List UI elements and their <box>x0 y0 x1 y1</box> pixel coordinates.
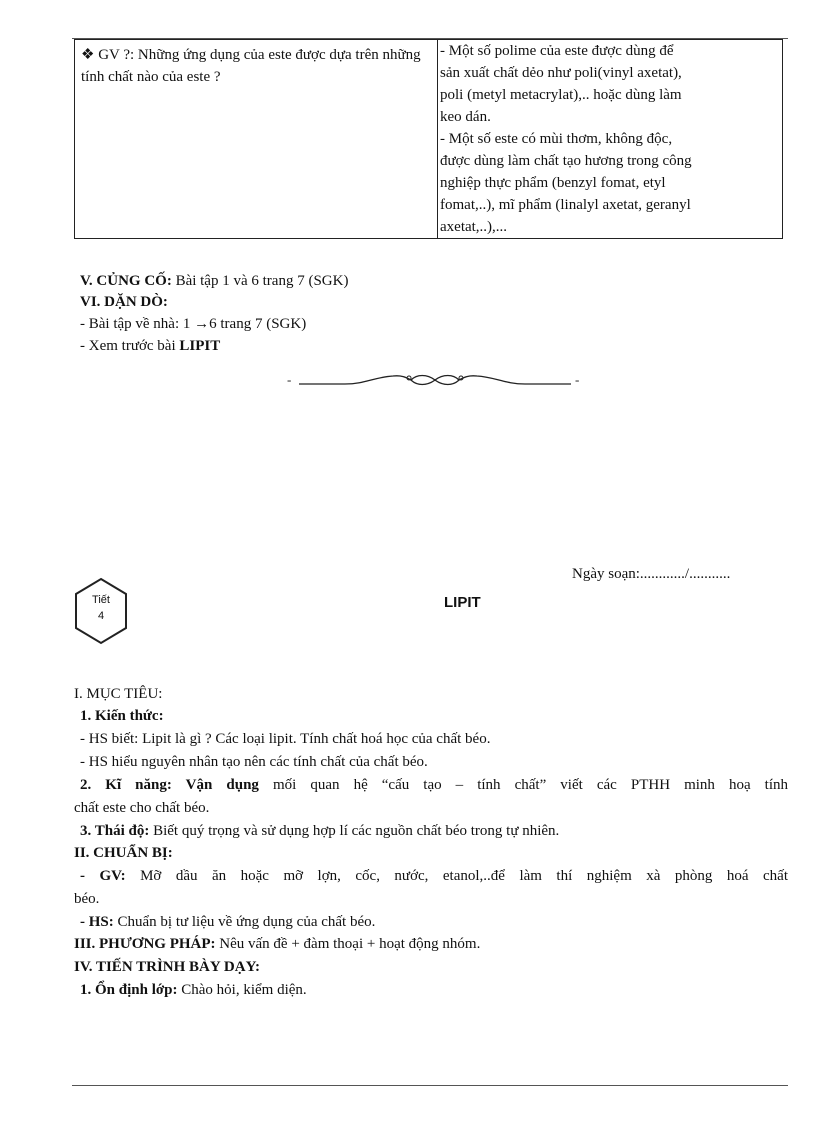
content-table <box>74 39 783 239</box>
tiet-badge <box>74 577 128 645</box>
answer-line: nghiệp thực phẩm (benzyl fomat, etyl <box>440 175 666 191</box>
tiet-label: Tiết <box>92 594 110 606</box>
cungco-line <box>80 271 348 291</box>
answer-cell <box>438 40 783 239</box>
muctieu-heading: I. MỤC TIÊU: <box>74 686 163 702</box>
flourish-divider-icon <box>285 368 585 392</box>
tientrinh-heading: IV. TIẾN TRÌNH BÀY DẠY: <box>74 959 261 975</box>
chuanbi-heading: II. CHUẨN BỊ: <box>74 845 173 861</box>
bottom-rule <box>72 1085 788 1086</box>
svg-text:-: - <box>575 372 580 387</box>
answer-line: sản xuất chất dẻo như poli(vinyl axetat), <box>440 65 682 81</box>
answer-line: được dùng làm chất tạo hương trong công <box>440 153 692 169</box>
dando-line-1: - Bài tập về nhà: 1 →6 trang 7 (SGK) <box>80 316 307 332</box>
thaido-line: 3. Thái độ: Biết quý trọng và sử dụng hợp lí các nguồn chất béo trong tự nhiên. <box>80 823 560 839</box>
lesson-date: Ngày soạn:............/........... <box>572 566 731 582</box>
chuanbi-hs-line: - HS: Chuẩn bị tư liệu về ứng dụng của chất béo. <box>80 914 376 930</box>
answer-line: poli (metyl metacrylat),.. hoặc dùng làm <box>440 87 682 103</box>
diamond-bullet-icon: ❖ <box>81 47 95 63</box>
cungco-text: Bài tập 1 và 6 trang 7 (SGK) <box>171 273 349 289</box>
answer-line: - Một số polime của este được dùng để <box>440 43 674 59</box>
question-cell <box>75 40 438 239</box>
dando-heading: VI. DẶN DÒ: <box>80 294 168 310</box>
answer-line: - Một số este có mùi thơm, không độc, <box>440 131 673 147</box>
kinang-line: 2. Kĩ năng: Vận dụng mối quan hệ “cấu tạo – tính chất” viết các PTHH minh hoạ tính <box>80 777 789 793</box>
kienthuc-line-2: - HS hiểu nguyên nhân tạo nên các tính chất của chất béo. <box>80 754 428 770</box>
answer-line: keo dán. <box>440 109 491 125</box>
kinang-line-cont: chất este cho chất béo. <box>74 800 210 816</box>
svg-text:-: - <box>287 372 292 387</box>
table-row <box>75 40 783 239</box>
answer-line: axetat,..),... <box>440 219 508 235</box>
kienthuc-line-1: - HS biết: Lipit là gì ? Các loại lipit. Tính chất hoá học của chất béo. <box>80 731 491 747</box>
dando-line-2: - Xem trước bài LIPIT <box>80 338 221 354</box>
chuanbi-gv-cont: béo. <box>74 891 100 907</box>
tiet-number: 4 <box>97 610 105 622</box>
answer-line: fomat,..), mĩ phẩm (linalyl axetat, geranyl <box>440 197 691 213</box>
chuanbi-gv-line: - GV: Mỡ dầu ăn hoặc mỡ lợn, cốc, nước, etanol,..để làm thí nghiệm xà phòng hoá chất <box>80 868 788 884</box>
cungco-heading: V. CỦNG CỐ: <box>80 273 172 289</box>
lesson-title: LIPIT <box>444 594 481 611</box>
question-text: GV ?: Những ứng dụng của este được dựa trên những tính chất nào của este ? <box>81 47 421 85</box>
kienthuc-heading: 1. Kiến thức: <box>80 708 164 724</box>
phuongphap-line: III. PHƯƠNG PHÁP: Nêu vấn đề + đàm thoại + hoạt động nhóm. <box>74 936 481 952</box>
ondinh-line: 1. Ổn định lớp: Chào hỏi, kiểm diện. <box>80 982 307 998</box>
